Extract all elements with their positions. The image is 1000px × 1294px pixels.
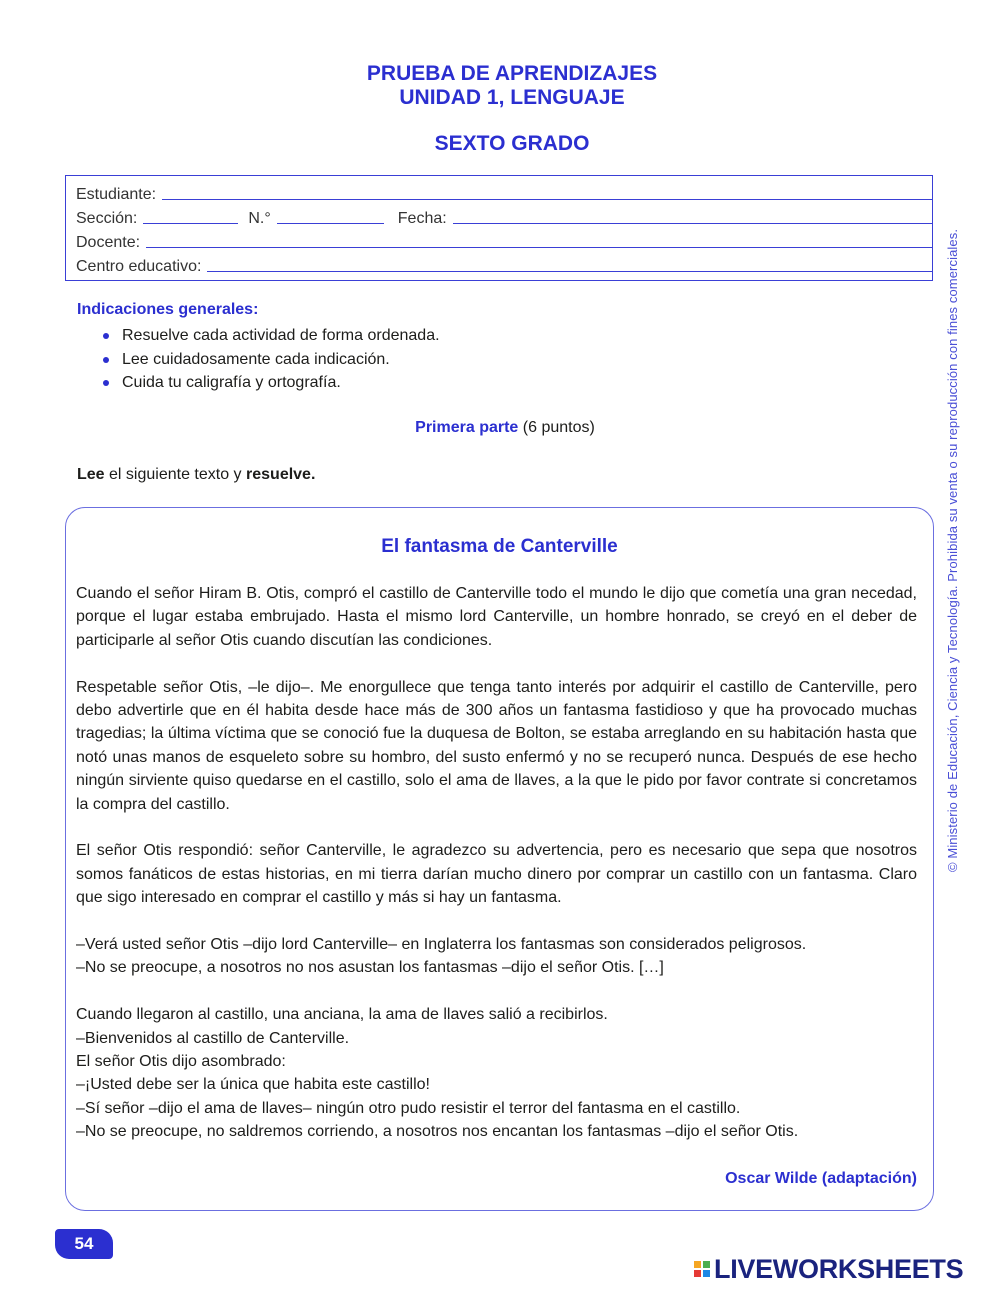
title-line-2: UNIDAD 1, LENGUAJE [399,86,625,109]
title-line-1: PRUEBA DE APRENDIZAJES [366,62,658,85]
date-label: Fecha: [397,210,447,227]
teacher-label: Docente: [76,234,141,251]
student-label: Estudiante: [76,186,157,203]
student-field[interactable] [162,199,932,200]
student-row [76,180,932,204]
dialogue-line: –No se preocupe, a nosotros no nos asustan los fantasmas –dijo el señor Otis. […] [76,959,664,977]
instruction-item: Lee cuidadosamente cada indicación. [100,348,440,372]
story-box [65,507,934,1211]
story-paragraph: Respetable señor Otis, –le dijo–. Me enorgullece que tenga tanto interés por adquirir el castillo de Canterville, pero debo advertirle que en él habita desde hace más de 300 años un fantasma fastidioso y que ha provocado muchas tragedias; la última víctima que se conoció fue la duquesa de Bolton, se estaba arreglando en su habitación hasta que notó unas manos de esqueleto sobre su hombro, del susto enfermó y no se recuperó nunca. Después de ese hecho ningún sirviente quiso quedarse en el castillo, solo el ama de llaves, a la que le pido por favor contrate si concretamos la compra del castillo. [76,678,917,813]
school-row [76,252,932,276]
reading-instruction [77,466,315,484]
instruction-verb-solve: resuelve. [246,466,316,483]
story-text [76,582,917,1144]
school-label: Centro educativo: [76,258,202,275]
instruction-item: Cuida tu caligrafía y ortografía. [100,371,440,395]
logo-square-icon [703,1270,710,1277]
logo-square-icon [703,1261,710,1268]
logo-text: LIVEWORKSHEETS [714,1253,964,1284]
teacher-row [76,228,932,252]
copyright-note: © Ministerio de Educación, Ciencia y Tecnología. Prohibida su venta o su reproducción con fines comerciales. [945,228,960,872]
story-author: Oscar Wilde (adaptación) [725,1170,917,1187]
number-field[interactable] [277,223,384,224]
instruction-item: Resuelve cada actividad de forma ordenada. [100,324,440,348]
dialogue-line: –Bienvenidos al castillo de Canterville. [76,1029,350,1047]
instruction-verb-read: Lee [77,466,105,483]
dialogue-line: –¡Usted debe ser la única que habita este castillo! [76,1076,430,1094]
part-heading [0,419,1000,437]
dialogue-line: –No se preocupe, no saldremos corriendo, a nosotros nos encantan los fantasmas –dijo el señor Otis. [76,1123,799,1141]
instructions-title: Indicaciones generales: [77,301,259,318]
story-paragraph: Cuando el señor Hiram B. Otis, compró el castillo de Canterville todo el mundo le dijo que cometía una gran necedad, porque el lugar estaba embrujado. Hasta el mismo lord Canterville, un hombre honrado, se creyó en el deber de participarle al señor Otis cuando discutían las condiciones. [76,585,917,649]
part-points: (6 puntos) [522,419,595,436]
story-title: El fantasma de Canterville [381,536,618,557]
instructions-list [100,324,440,395]
school-field[interactable] [207,271,932,272]
grade-title: SEXTO GRADO [434,132,590,155]
logo-square-icon [694,1270,701,1277]
teacher-field[interactable] [146,247,932,248]
story-paragraph: El señor Otis respondió: señor Canterville, le agradezco su advertencia, pero es necesario que sepa que nosotros somos fanáticos de estas historias, en mi tierra darían mucho dinero por comprar un castillo con un fantasma. Claro que sigo interesado en comprar el castillo y más si hay un fantasma. [76,842,917,907]
dialogue-line: –Sí señor –dijo el ama de llaves– ningún otro pudo resistir el terror del fantasma en el castillo. [76,1099,741,1117]
dialogue-line: El señor Otis dijo asombrado: [76,1053,286,1071]
section-field[interactable] [143,223,238,224]
liveworksheets-logo[interactable] [694,1253,963,1285]
instruction-middle: el siguiente texto y [109,466,242,483]
number-label: N.° [248,210,271,227]
student-info-form [65,175,933,281]
section-row [76,204,932,228]
logo-square-icon [694,1261,701,1268]
dialogue-line: –Verá usted señor Otis –dijo lord Canterville– en Inglaterra los fantasmas son considerados peligrosos. [76,936,807,954]
logo-grid-icon [694,1261,710,1277]
date-field[interactable] [453,223,932,224]
part-name: Primera parte [415,419,519,436]
dialogue-line: Cuando llegaron al castillo, una anciana, la ama de llaves salió a recibirlos. [76,1006,608,1024]
page-number: 54 [55,1229,113,1259]
section-label: Sección: [76,210,138,227]
